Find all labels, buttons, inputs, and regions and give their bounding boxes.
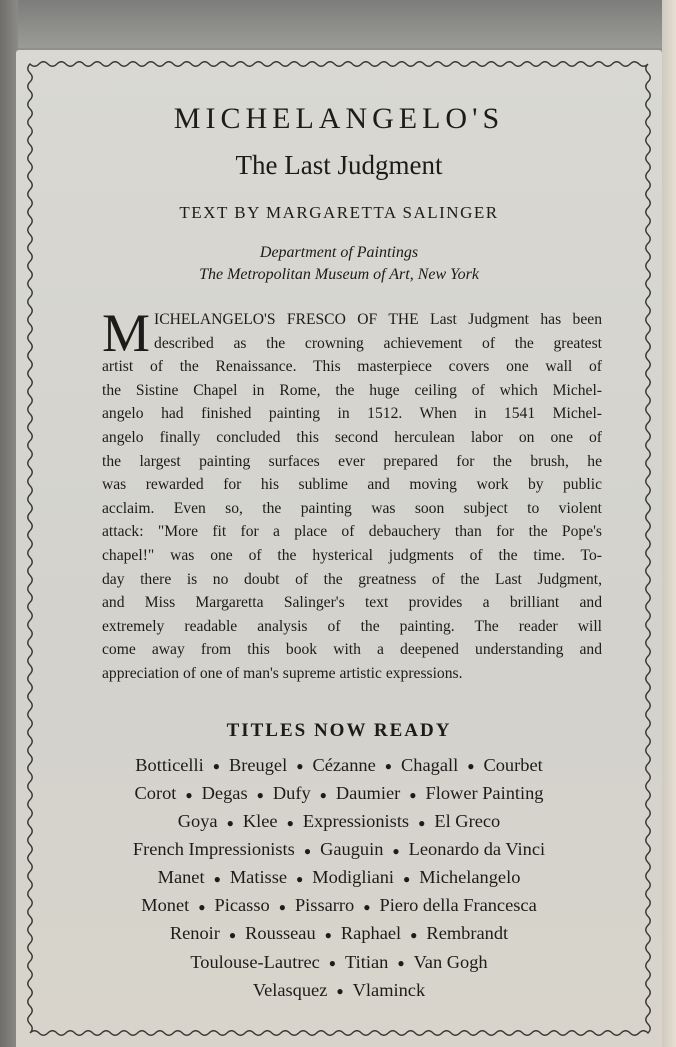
bullet-icon: ● [286, 815, 294, 830]
title-item: Modigliani [312, 867, 395, 888]
title-item: Leonardo da Vinci [408, 839, 546, 860]
author-byline: TEXT BY MARGARETTA SALINGER [179, 203, 499, 222]
title-item: Corot [134, 783, 177, 804]
title-item: Flower Painting [425, 783, 544, 804]
titles-row [16, 892, 662, 920]
titles-row [16, 920, 662, 948]
bullet-icon: ● [198, 899, 206, 914]
description-line: the largest painting surfaces ever prepared for the brush, he [102, 452, 602, 470]
bullet-icon: ● [363, 899, 371, 914]
book-back-cover [16, 50, 662, 1047]
description-line: come away from this book with a deepened understanding and [102, 641, 602, 659]
title-item: Matisse [229, 867, 288, 888]
title-item: French Impressionists [132, 839, 295, 860]
description-line: acclaim. Even so, the painting was soon subject to violent [102, 499, 602, 517]
scan-background-top [0, 0, 676, 48]
affiliation-department: Department of Paintings [259, 244, 419, 261]
bullet-icon: ● [336, 984, 344, 999]
bullet-icon: ● [467, 759, 475, 774]
bullet-icon: ● [319, 787, 327, 802]
description-line: the Sistine Chapel in Rome, the huge ceiling of which Michel- [102, 381, 602, 399]
bullet-icon: ● [410, 927, 418, 942]
title-item: Pissarro [294, 895, 355, 916]
title-item: Gauguin [320, 839, 384, 860]
title-item: Courbet [483, 755, 543, 775]
title-item: Degas [201, 783, 248, 804]
bullet-icon: ● [256, 787, 264, 802]
description-line: day there is no doubt of the greatness of the Last Judgment, [102, 570, 602, 588]
title-item: Titian [345, 951, 389, 972]
title-item: Vlaminck [352, 979, 426, 1000]
bullet-icon: ● [226, 815, 234, 830]
title-item: Rousseau [245, 923, 316, 944]
title-item: Dufy [272, 783, 311, 804]
title-item: Breugel [228, 755, 288, 775]
bullet-icon: ● [296, 759, 304, 774]
title-item: Cézanne [312, 755, 376, 775]
description-line: and Miss Margaretta Salinger's text provides a brilliant and [102, 594, 602, 612]
cover-content [16, 50, 662, 1047]
title-item: Klee [242, 811, 278, 832]
description-paragraph [102, 303, 602, 686]
description-line: appreciation of one of man's supreme artistic expressions. [102, 664, 463, 682]
titles-row [16, 949, 662, 977]
titles-row [16, 808, 662, 836]
bullet-icon: ● [278, 899, 286, 914]
description-line: angelo finally concluded this second herculean labor on one of [102, 428, 602, 446]
title-item: Michelangelo [419, 867, 521, 888]
book-title: MICHELANGELO'S [173, 102, 505, 135]
bullet-icon: ● [324, 927, 332, 942]
description-line: extremely readable analysis of the painting. The reader will [102, 617, 602, 635]
titles-row [16, 864, 662, 892]
scan-background-right [662, 0, 676, 1047]
title-item: Picasso [214, 895, 270, 916]
title-item: Manet [157, 867, 205, 888]
drop-cap: M [102, 303, 151, 363]
bullet-icon: ● [228, 927, 237, 942]
title-item: Monet [141, 895, 190, 916]
bullet-icon: ● [296, 871, 304, 886]
bullet-icon: ● [213, 871, 221, 886]
titles-heading: TITLES NOW READY [226, 720, 452, 741]
description-line: was rewarded for his sublime and moving work by public [102, 476, 602, 494]
bullet-icon: ● [328, 956, 337, 971]
title-item: Chagall [401, 755, 459, 775]
bullet-icon: ● [303, 843, 312, 858]
bullet-icon: ● [185, 787, 193, 802]
title-item: Goya [177, 811, 218, 832]
author-affiliation [16, 242, 662, 286]
titles-list [16, 752, 662, 1005]
description-line: described as the crowning achievement of the greatest [154, 334, 602, 352]
title-item: El Greco [434, 811, 501, 832]
bullet-icon: ● [409, 787, 417, 802]
title-item: Renoir [169, 923, 220, 944]
bullet-icon: ● [384, 759, 393, 774]
title-item: Botticelli [135, 755, 204, 775]
bullet-icon: ● [418, 815, 426, 830]
title-item: Van Gogh [413, 951, 488, 972]
bullet-icon: ● [397, 956, 405, 971]
bullet-icon: ● [403, 871, 411, 886]
title-item: Expressionists [302, 811, 410, 832]
titles-row [16, 752, 662, 780]
title-item: Velasquez [252, 979, 328, 1000]
titles-row [16, 977, 662, 1005]
titles-row [16, 836, 662, 864]
affiliation-museum: The Metropolitan Museum of Art, New York [199, 266, 479, 283]
title-item: Rembrandt [426, 923, 509, 944]
description-line: chapel!" was one of the hysterical judgments of the time. To- [102, 546, 602, 564]
titles-row [16, 780, 662, 808]
description-lines [102, 303, 602, 686]
bullet-icon: ● [212, 759, 220, 774]
book-subtitle: The Last Judgment [235, 150, 443, 180]
title-item: Daumier [335, 783, 401, 804]
description-line: ICHELANGELO'S FRESCO OF THE Last Judgment has been [154, 311, 602, 328]
title-item: Toulouse-Lautrec [190, 951, 320, 972]
description-line: angelo had finished painting in 1512. When in 1541 Michel- [102, 405, 602, 423]
title-item: Raphael [340, 923, 402, 944]
bullet-icon: ● [392, 843, 400, 858]
description-line: attack: "More fit for a place of debauchery than for the Pope's [102, 523, 602, 541]
title-item: Piero della Francesca [379, 895, 537, 916]
description-line: artist of the Renaissance. This masterpiece covers one wall of [102, 358, 602, 376]
